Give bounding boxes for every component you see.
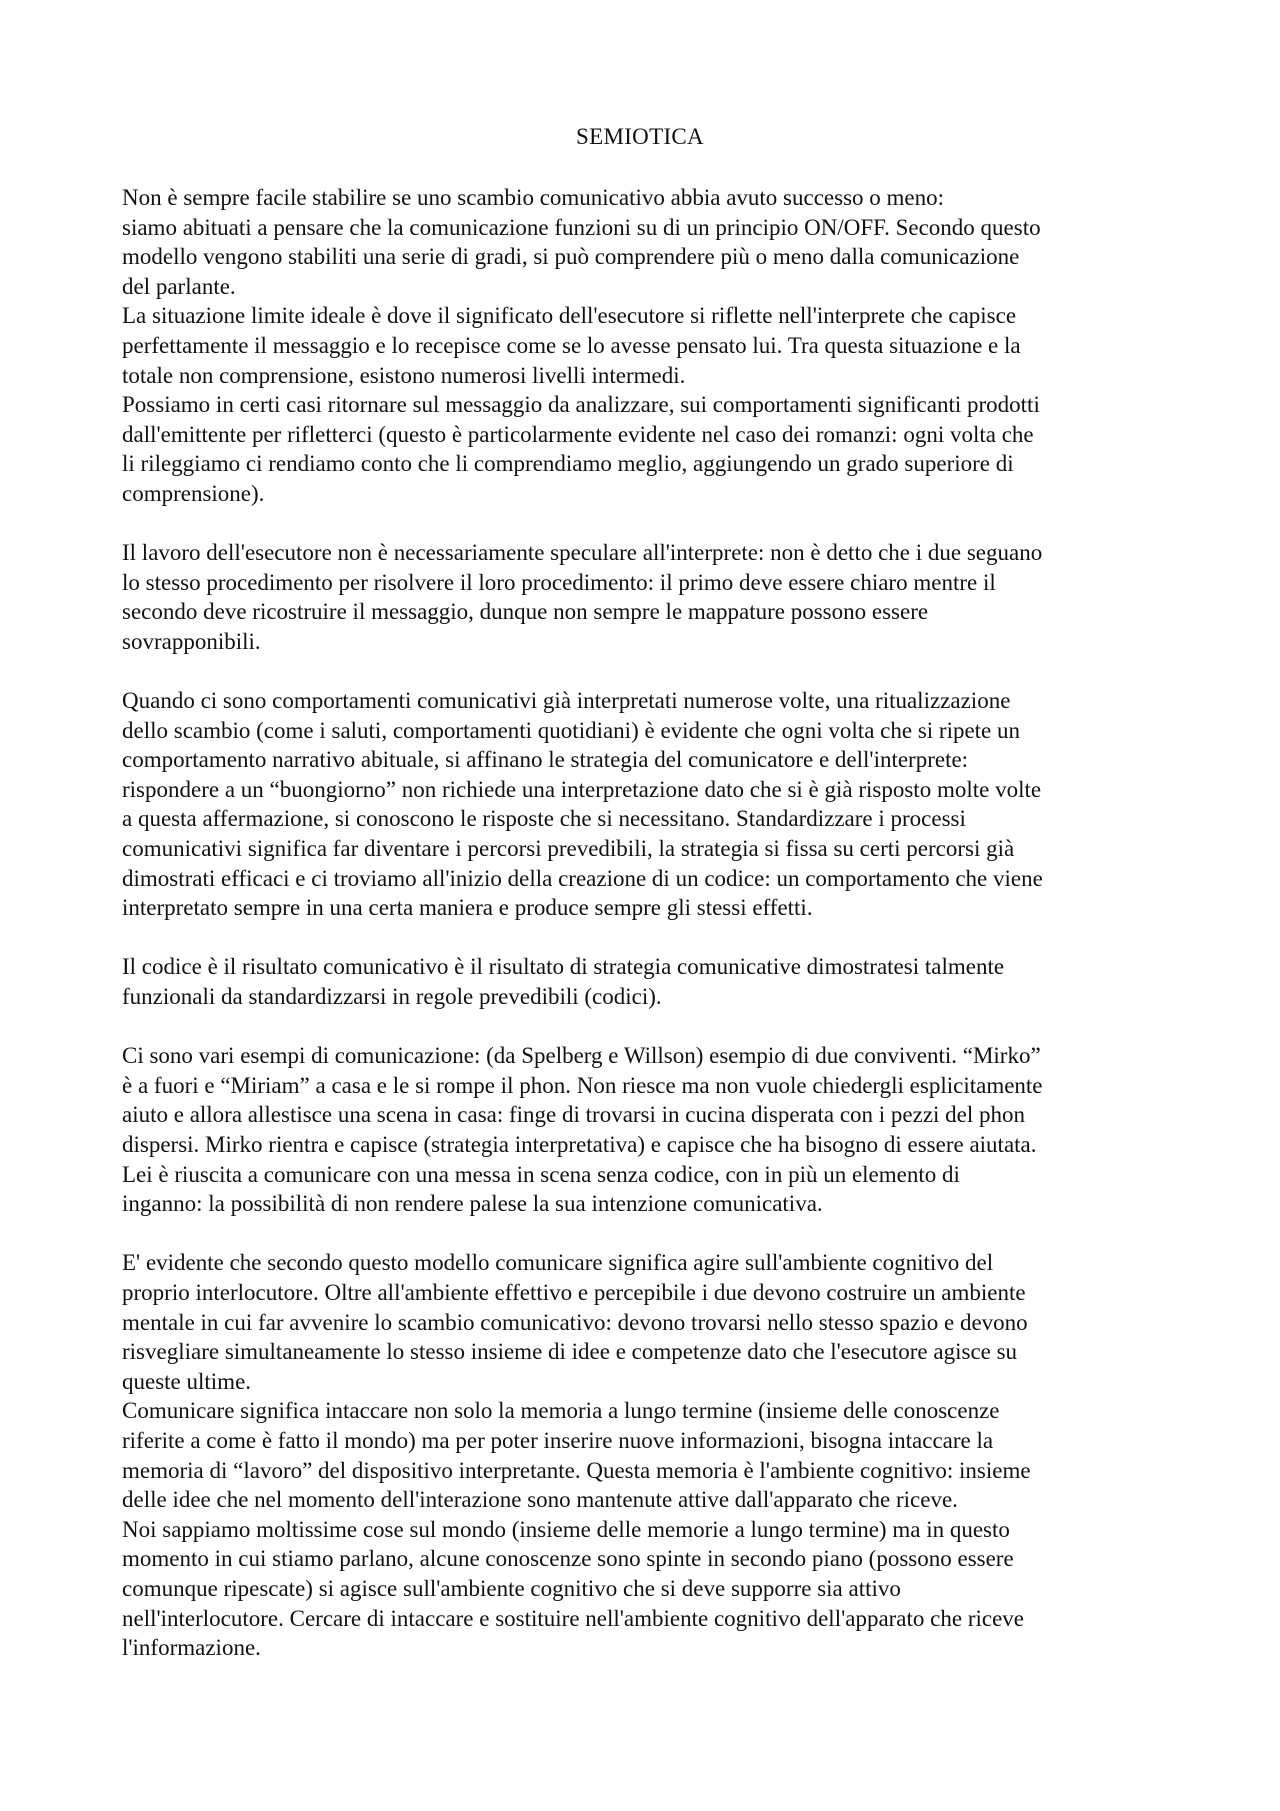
- text-line: sovrapponibili.: [122, 628, 261, 654]
- paragraph-spacer: [122, 509, 1172, 539]
- text-line: inganno: la possibilità di non rendere palese la sua intenzione comunicativa.: [122, 1191, 823, 1217]
- text-line: del parlante.: [122, 273, 236, 299]
- text-line: momento in cui stiamo parlano, alcune conoscenze sono spinte in secondo piano (possono essere: [122, 1546, 1014, 1572]
- text-line: Possiamo in certi casi ritornare sul messaggio da analizzare, sui comportamenti significanti prodotti: [122, 392, 1040, 418]
- text-line: riferite a come è fatto il mondo) ma per poter inserire nuove informazioni, bisogna intaccare la: [122, 1427, 994, 1453]
- text-line: l'informazione.: [122, 1635, 261, 1661]
- text-line: mentale in cui far avvenire lo scambio comunicativo: devono trovarsi nello stesso spazio e devono: [122, 1309, 1028, 1335]
- text-line: rispondere a un “buongiorno” non richiede una interpretazione dato che si è già risposto molte volte: [122, 776, 1042, 802]
- text-line: risvegliare simultaneamente lo stesso insieme di idee e competenze dato che l'esecutore agisce su: [122, 1339, 1018, 1365]
- text-line: Noi sappiamo moltissime cose sul mondo (insieme delle memorie a lungo termine) ma in questo: [122, 1516, 1010, 1542]
- text-line: comunicativi significa far diventare i percorsi prevedibili, la strategia si fissa su certi percorsi già: [122, 836, 1015, 862]
- paragraph-6: [122, 1248, 1172, 1662]
- text-line: li rileggiamo ci rendiamo conto che li comprendiamo meglio, aggiungendo un grado superiore di: [122, 451, 1014, 477]
- text-line: perfettamente il messaggio e lo recepisce come se lo avesse pensato lui. Tra questa situazione e la: [122, 332, 1021, 358]
- paragraph-2: [122, 538, 1172, 656]
- text-line: comprensione).: [122, 480, 265, 506]
- paragraph-3: [122, 686, 1172, 923]
- paragraph-spacer: [122, 1219, 1172, 1249]
- text-line: Il lavoro dell'esecutore non è necessariamente speculare all'interprete: non è detto che i due seguano: [122, 540, 1043, 566]
- text-line: Comunicare significa intaccare non solo la memoria a lungo termine (insieme delle conoscenze: [122, 1398, 1000, 1424]
- text-line: è a fuori e “Miriam” a casa e le si rompe il phon. Non riesce ma non vuole chiedergli esplicitamente: [122, 1072, 1043, 1098]
- text-line: nell'interlocutore. Cercare di intaccare e sostituire nell'ambiente cognitivo dell'apparato che riceve: [122, 1605, 1024, 1631]
- text-line: Ci sono vari esempi di comunicazione: (da Spelberg e Willson) esempio di due conviventi. “Mirko”: [122, 1043, 1041, 1069]
- text-line: dall'emittente per rifletterci (questo è particolarmente evidente nel caso dei romanzi: ogni volta che: [122, 421, 1034, 447]
- text-line: Il codice è il risultato comunicativo è il risultato di strategia comunicative dimostratesi talmente: [122, 954, 1005, 980]
- text-line: a questa affermazione, si conoscono le risposte che si necessitano. Standardizzare i processi: [122, 806, 966, 832]
- document-body: [122, 183, 1172, 1663]
- text-line: comunque ripescate) si agisce sull'ambiente cognitivo che si deve supporre sia attivo: [122, 1575, 901, 1601]
- text-line: aiuto e allora allestisce una scena in casa: finge di trovarsi in cucina disperata con i pezzi del phon: [122, 1102, 1026, 1128]
- text-line: modello vengono stabiliti una serie di gradi, si può comprendere più o meno dalla comunicazione: [122, 244, 1020, 270]
- text-line: delle idee che nel momento dell'interazione sono mantenute attive dall'apparato che riceve.: [122, 1487, 958, 1513]
- text-line: dello scambio (come i saluti, comportamenti quotidiani) è evidente che ogni volta che si ripete un: [122, 717, 1021, 743]
- text-line: Quando ci sono comportamenti comunicativi già interpretati numerose volte, una ritualizzazione: [122, 688, 1011, 714]
- paragraph-spacer: [122, 923, 1172, 953]
- paragraph-spacer: [122, 1012, 1172, 1042]
- text-line: siamo abituati a pensare che la comunicazione funzioni su di un principio ON/OFF. Secondo questo: [122, 214, 1041, 240]
- document-title: SEMIOTICA: [576, 124, 704, 149]
- text-line: funzionali da standardizzarsi in regole prevedibili (codici).: [122, 984, 662, 1010]
- text-line: proprio interlocutore. Oltre all'ambiente effettivo e percepibile i due devono costruire un ambiente: [122, 1279, 1026, 1305]
- paragraph-spacer: [122, 657, 1172, 687]
- text-line: memoria di “lavoro” del dispositivo interpretante. Questa memoria è l'ambiente cognitivo: insieme: [122, 1457, 1031, 1483]
- text-line: E' evidente che secondo questo modello comunicare significa agire sull'ambiente cognitivo del: [122, 1250, 994, 1276]
- text-line: lo stesso procedimento per risolvere il loro procedimento: il primo deve essere chiaro mentre il: [122, 569, 996, 595]
- text-line: dispersi. Mirko rientra e capisce (strategia interpretativa) e capisce che ha bisogno di essere aiutata.: [122, 1132, 1037, 1157]
- text-line: comportamento narrativo abituale, si affinano le strategia del comunicatore e dell'interprete:: [122, 747, 969, 773]
- text-line: Lei è riuscita a comunicare con una messa in scena senza codice, con in più un elemento di: [122, 1161, 960, 1187]
- paragraph-5: [122, 1041, 1172, 1219]
- text-line: totale non comprensione, esistono numerosi livelli intermedi.: [122, 362, 686, 388]
- text-line: secondo deve ricostruire il messaggio, dunque non sempre le mappature possono essere: [122, 599, 929, 625]
- paragraph-4: [122, 952, 1172, 1011]
- text-line: queste ultime.: [122, 1368, 252, 1394]
- paragraph-1: [122, 183, 1172, 509]
- text-line: Non è sempre facile stabilire se uno scambio comunicativo abbia avuto successo o meno:: [122, 185, 945, 210]
- text-line: interpretato sempre in una certa maniera e produce sempre gli stessi effetti.: [122, 895, 813, 921]
- text-line: La situazione limite ideale è dove il significato dell'esecutore si riflette nell'interprete che capisce: [122, 303, 1017, 329]
- text-line: dimostrati efficaci e ci troviamo all'inizio della creazione di un codice: un comportamento che viene: [122, 865, 1043, 891]
